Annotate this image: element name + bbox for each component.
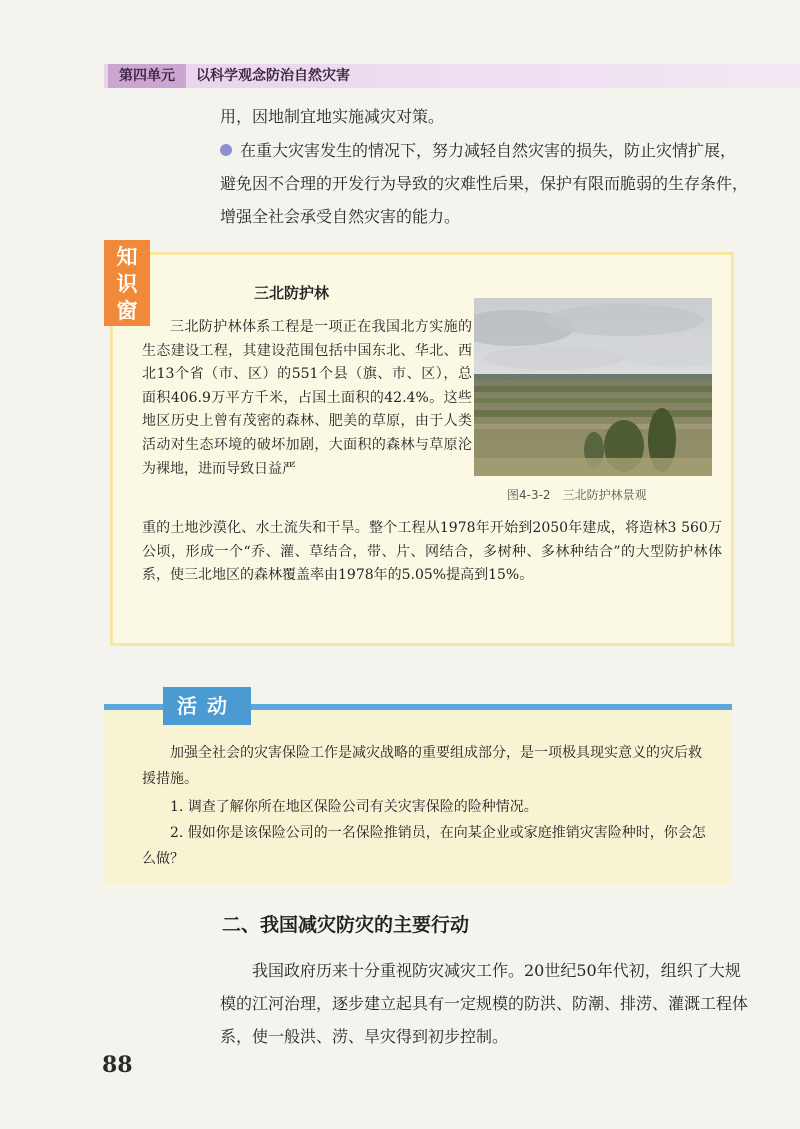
section-paragraph: 我国政府历来十分重视防灾减灾工作。20世纪50年代初，组织了大规模的江河治理，逐步建立起具有一定规模的防洪、防潮、排涝、灌溉工程体系，使一般洪、涝、旱灾得到初步控制。 <box>220 961 749 1046</box>
knowledge-window-paragraph-wrap: 三北防护林体系工程是一项正在我国北方实施的生态建设工程，其建设范围包括中国东北、华北、西北13个省（市、区）的551个县（旗、市、区），总面积406.9万平方千米，占国土面积的42.4%。这些地区历史上曾有茂密的森林、肥美的草原，由于人类活动对生态环境的破坏加剧，大面积的森林与草原沦为裸地，进而导致日益严 <box>142 319 472 477</box>
bullet-text: 在重大灾害发生的情况下，努力减轻自然灾害的损失，防止灾情扩展，避免因不合理的开发行为导致的灾难性后果，保护有限而脆弱的生存条件，增强全社会承受自然灾害的能力。 <box>220 141 749 226</box>
knowledge-window-paragraph-full: 重的土地沙漠化、水土流失和干旱。整个工程从1978年开始到2050年建成，将造林3 560万公顷，形成一个“乔、灌、草结合，带、片、网结合，多树种、多林种结合”的大型防护林体系，使三北地区的森林覆盖率由1978年的5.05%提高到15%。 <box>142 520 722 584</box>
figure-caption: 图4-3-2 三北防护林景观 <box>507 488 647 502</box>
knowledge-window-title: 三北防护林 <box>254 284 330 302</box>
knowledge-window-tag <box>104 240 150 326</box>
unit-title: 以科学观念防治自然灾害 <box>196 68 350 84</box>
knowledge-window-tag-text: 知识窗 <box>116 245 138 323</box>
activity-tag: 活动 <box>163 687 251 725</box>
section-heading: 二、我国减灾防灾的主要行动 <box>222 914 470 936</box>
activity-question-2: 2. 假如你是该保险公司的一名保险推销员，在向某企业或家庭推销灾害险种时，你会怎么做？ <box>142 825 706 867</box>
page-number: 88 <box>102 1052 133 1078</box>
bullet-paragraph <box>220 134 750 233</box>
bullet-dot-icon <box>220 144 232 156</box>
activity-question-1: 1. 调查了解你所在地区保险公司有关灾害保险的险种情况。 <box>170 799 538 815</box>
activity-intro: 加强全社会的灾害保险工作是减灾战略的重要组成部分，是一项极具现实意义的灾后救援措施。 <box>142 745 702 787</box>
unit-label: 第四单元 <box>108 64 186 88</box>
continued-paragraph: 用，因地制宜地实施减灾对策。 <box>220 107 445 126</box>
shelterbelt-landscape-photo <box>474 298 712 476</box>
